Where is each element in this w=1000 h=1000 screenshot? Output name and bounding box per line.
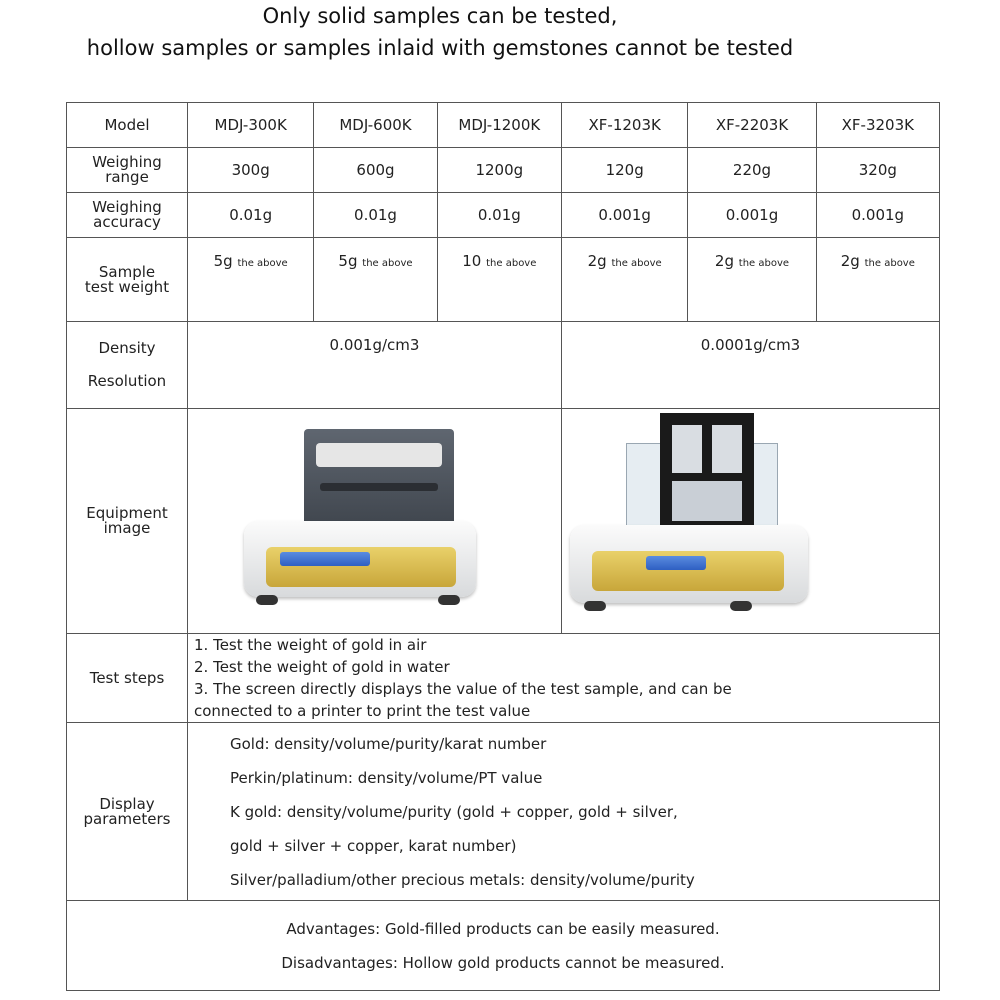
balance-foot [438,595,460,605]
weighing-range-value: 1200g [437,148,561,193]
weighing-range-value: 300g [188,148,314,193]
equipment-image-label-line: image [103,519,151,537]
weighing-accuracy-value: 0.001g [816,193,939,238]
density-resolution-label [67,322,188,409]
cage-window [712,425,742,473]
sample-min-weight-value: 10 [462,252,482,270]
density-resolution-mdj: 0.001g/cm3 [188,322,562,409]
weighing-range-label-line: range [105,168,149,186]
disadvantages-text: Disadvantages: Hollow gold products cannot be measured. [281,953,725,972]
display-parameters-label-line: Display [99,794,155,813]
weighing-accuracy-value: 0.001g [562,193,688,238]
display-screen [646,556,706,570]
display-parameter: gold + silver + copper, karat number) [230,836,517,855]
sample-min-weight-value: 2g [840,252,860,270]
sample-min-weight-value: 5g [213,252,233,270]
density-resolution-label-line: Density [98,339,156,357]
model-name: XF-3203K [816,103,939,148]
mdj-equipment-image [188,409,562,634]
model-name: MDJ-1200K [437,103,561,148]
weighing-range-value: 220g [688,148,816,193]
weighing-range-value: 120g [562,148,688,193]
sample-min-weight [188,238,314,322]
test-step: 3. The screen directly displays the value of the test sample, and can be [194,680,732,698]
sample-min-weight-value: 2g [587,252,607,270]
test-steps-list [188,634,940,723]
display-parameter: Silver/palladium/other precious metals: density/volume/purity [230,870,695,889]
cage-window [672,425,702,473]
equipment-image-label-line: Equipment [86,504,168,522]
sample-min-weight-suffix: the above [611,258,662,269]
equipment-image-label [67,409,188,634]
sample-min-weight [562,238,688,322]
display-parameter: Gold: density/volume/purity/karat number [230,734,547,753]
sample-test-weight-row [67,238,940,322]
weighing-accuracy-label-line: Weighing [92,198,162,216]
model-row [67,103,940,148]
equipment-image-row [67,409,940,634]
sample-min-weight-suffix: the above [362,258,413,269]
sample-min-weight-suffix: the above [738,258,790,269]
model-name: XF-1203K [562,103,688,148]
test-step: connected to a printer to print the test value [194,702,531,720]
advantages-row [67,901,940,991]
model-name: MDJ-600K [314,103,437,148]
display-parameters-label-line: parameters [83,809,171,828]
test-step: 1. Test the weight of gold in air [194,636,427,654]
sample-min-weight-suffix: the above [486,258,537,269]
density-resolution-xf: 0.0001g/cm3 [562,322,940,409]
balance-foot [256,595,278,605]
weighing-range-value: 600g [314,148,437,193]
display-screen [280,552,370,566]
density-resolution-label-line: Resolution [87,372,167,390]
advantages-cell [67,901,940,991]
density-resolution-row [67,322,940,409]
sample-test-weight-label-line: Sample [98,262,156,281]
model-name: XF-2203K [688,103,816,148]
weighing-accuracy-value: 0.01g [314,193,437,238]
sample-min-weight-suffix: the above [237,258,288,269]
weighing-range-label-line: Weighing [92,153,162,171]
display-parameter: Perkin/platinum: density/volume/PT value [230,768,543,787]
weighing-accuracy-label-line: accuracy [93,213,161,231]
weighing-accuracy-value: 0.01g [188,193,314,238]
notice-line-1: Only solid samples can be tested, [262,4,618,28]
weighing-accuracy-row [67,193,940,238]
sample-min-weight [816,238,939,322]
test-steps-row [67,634,940,723]
weighing-range-row [67,148,940,193]
xf-equipment-image [562,409,940,634]
display-parameters-list [188,723,940,901]
sample-test-weight-label-line: test weight [84,277,170,296]
display-parameters-label [67,723,188,901]
advantages-text: Advantages: Gold-filled products can be easily measured. [286,919,720,938]
sample-test-weight-label [67,238,188,322]
weighing-range-label [67,148,188,193]
sample-min-weight [314,238,437,322]
display-parameter: K gold: density/volume/purity (gold + copper, gold + silver, [230,802,678,821]
spec-table [66,102,940,991]
balance-foot [730,601,752,611]
model-name: MDJ-300K [188,103,314,148]
notice-line-2: hollow samples or samples inlaid with gemstones cannot be tested [86,36,794,60]
test-steps-label: Test steps [67,634,188,723]
sample-min-weight-suffix: the above [864,258,915,269]
sample-min-weight [437,238,561,322]
balance-foot [584,601,606,611]
display-parameters-row [67,723,940,901]
weighing-accuracy-value: 0.01g [437,193,561,238]
sample-min-weight [688,238,816,322]
weighing-accuracy-label [67,193,188,238]
weighing-range-value: 320g [816,148,939,193]
sample-holder [316,443,442,467]
cage-rail [320,483,438,491]
cage-window [672,481,742,521]
test-step: 2. Test the weight of gold in water [194,658,450,676]
model-label: Model [67,103,188,148]
weighing-accuracy-value: 0.001g [688,193,816,238]
sample-min-weight-value: 5g [338,252,358,270]
sample-min-weight-value: 2g [714,252,734,270]
